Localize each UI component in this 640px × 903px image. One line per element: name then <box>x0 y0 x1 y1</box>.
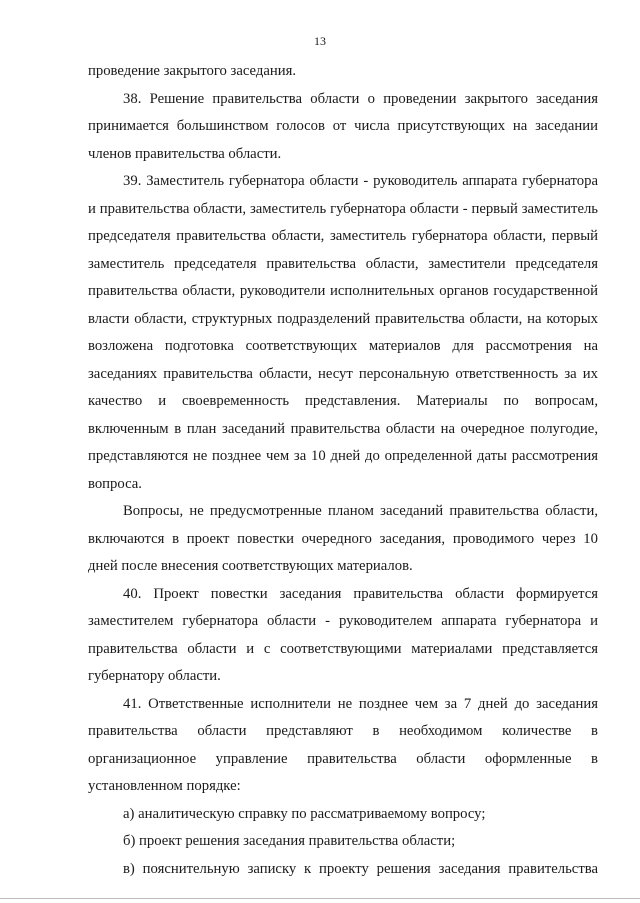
paragraph-40: 40. Проект повестки заседания правительства области формируется заместителем губернатора области - руководителем аппарата губернатора и правительства области и с соответствующими материалами представляется губернатору области. <box>88 585 598 684</box>
paragraph-continuation: проведение закрытого заседания. <box>88 63 297 79</box>
paragraph-39-questions: Вопросы, не предусмотренные планом заседаний правительства области, включаются в проект повестки очередного заседания, проводимого через 10 дней после внесения соответствующих материалов. <box>88 503 598 574</box>
page-number: 13 <box>314 34 326 48</box>
list-item-a: а) аналитическую справку по рассматриваемому вопросу; <box>123 805 486 822</box>
paragraph-41: 41. Ответственные исполнители не позднее чем за 7 дней до заседания правительства области представляют в необходимом количестве в организационное управление правительства области оформленные в установленном порядке: <box>88 695 598 794</box>
paragraph-39: 39. Заместитель губернатора области - руководитель аппарата губернатора и правительства области, заместитель губернатора области - первый заместитель председателя правительства области, заместитель губернатора области, первый заместитель председателя правительства области, заместители председателя правительства области, руководители исполнительных органов государственной власти области, структурных подразделений правительства области, на которых возложена подготовка соответствующих материалов для рассмотрения на заседаниях правительства области, несут персональную ответственность за их качество и своевременность представления. Материалы по вопросам, включенным в план заседаний правительства области на очередное полугодие, представляются не позднее чем за 10 дней до определенной даты рассмотрения вопроса. <box>88 173 598 492</box>
list-item-c: в) пояснительную записку к проекту решения заседания правительства <box>123 860 598 877</box>
list-item-b: б) проект решения заседания правительства области; <box>123 833 456 849</box>
page-bottom-edge <box>0 898 640 899</box>
document-body <box>88 58 598 883</box>
paragraph-38: 38. Решение правительства области о проведении закрытого заседания принимается большинством голосов от числа присутствующих на заседании членов правительства области. <box>88 90 598 162</box>
